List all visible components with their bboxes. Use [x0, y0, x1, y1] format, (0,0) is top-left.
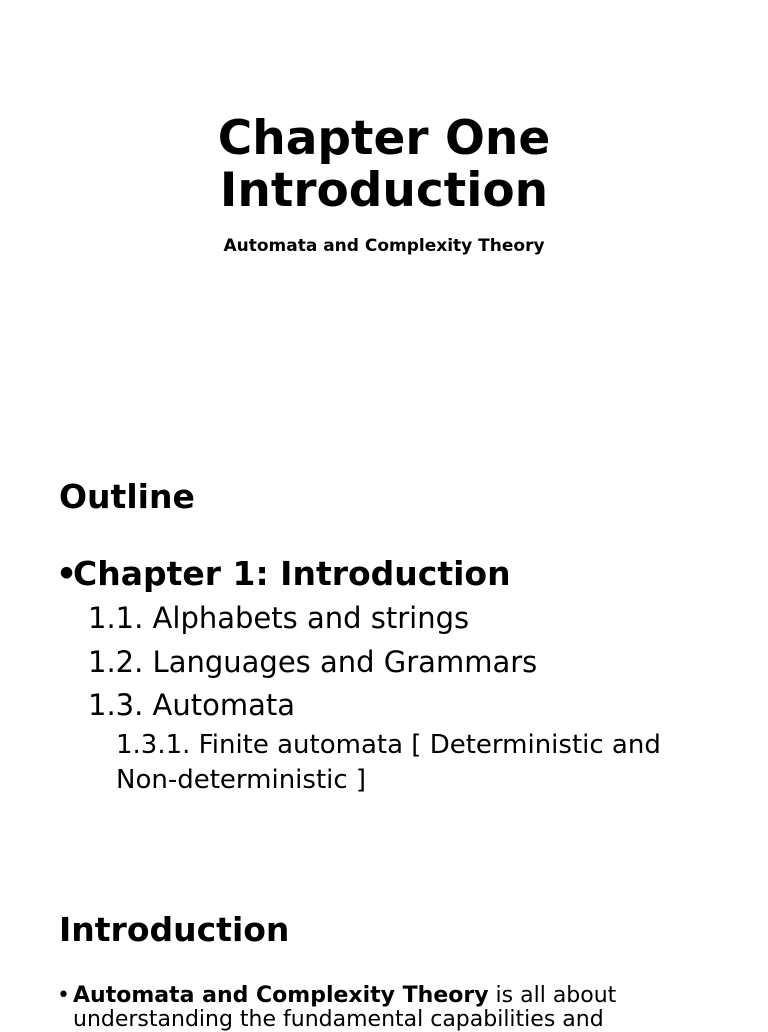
slide-subtitle: Automata and Complexity Theory [223, 236, 545, 256]
introduction-bullet-text [57, 984, 677, 1032]
outline-chapter-item [56, 555, 511, 593]
slide-title-line-2: Introduction [219, 163, 549, 218]
introduction-bullet-item [57, 984, 677, 1032]
introduction-bullet-rest: is all about understanding the fundamental capabilities and [73, 983, 617, 1032]
outline-chapter-label: Chapter 1: Introduction [73, 554, 511, 593]
introduction-bold-term: Automata and Complexity Theory [73, 983, 489, 1008]
outline-section-item: 1.3. Automata [88, 688, 296, 722]
outline-heading: Outline [59, 477, 195, 516]
slide-title-line-1: Chapter One [217, 111, 551, 166]
outline-section-item: 1.2. Languages and Grammars [88, 645, 538, 679]
outline-section-item: 1.1. Alphabets and strings [88, 601, 470, 635]
outline-subsection-item: 1.3.1. Finite automata [ Deterministic and Non-deterministic ] [116, 730, 661, 795]
bullet-icon: • [57, 983, 70, 1008]
bullet-icon: • [56, 554, 78, 593]
introduction-heading: Introduction [59, 910, 290, 949]
